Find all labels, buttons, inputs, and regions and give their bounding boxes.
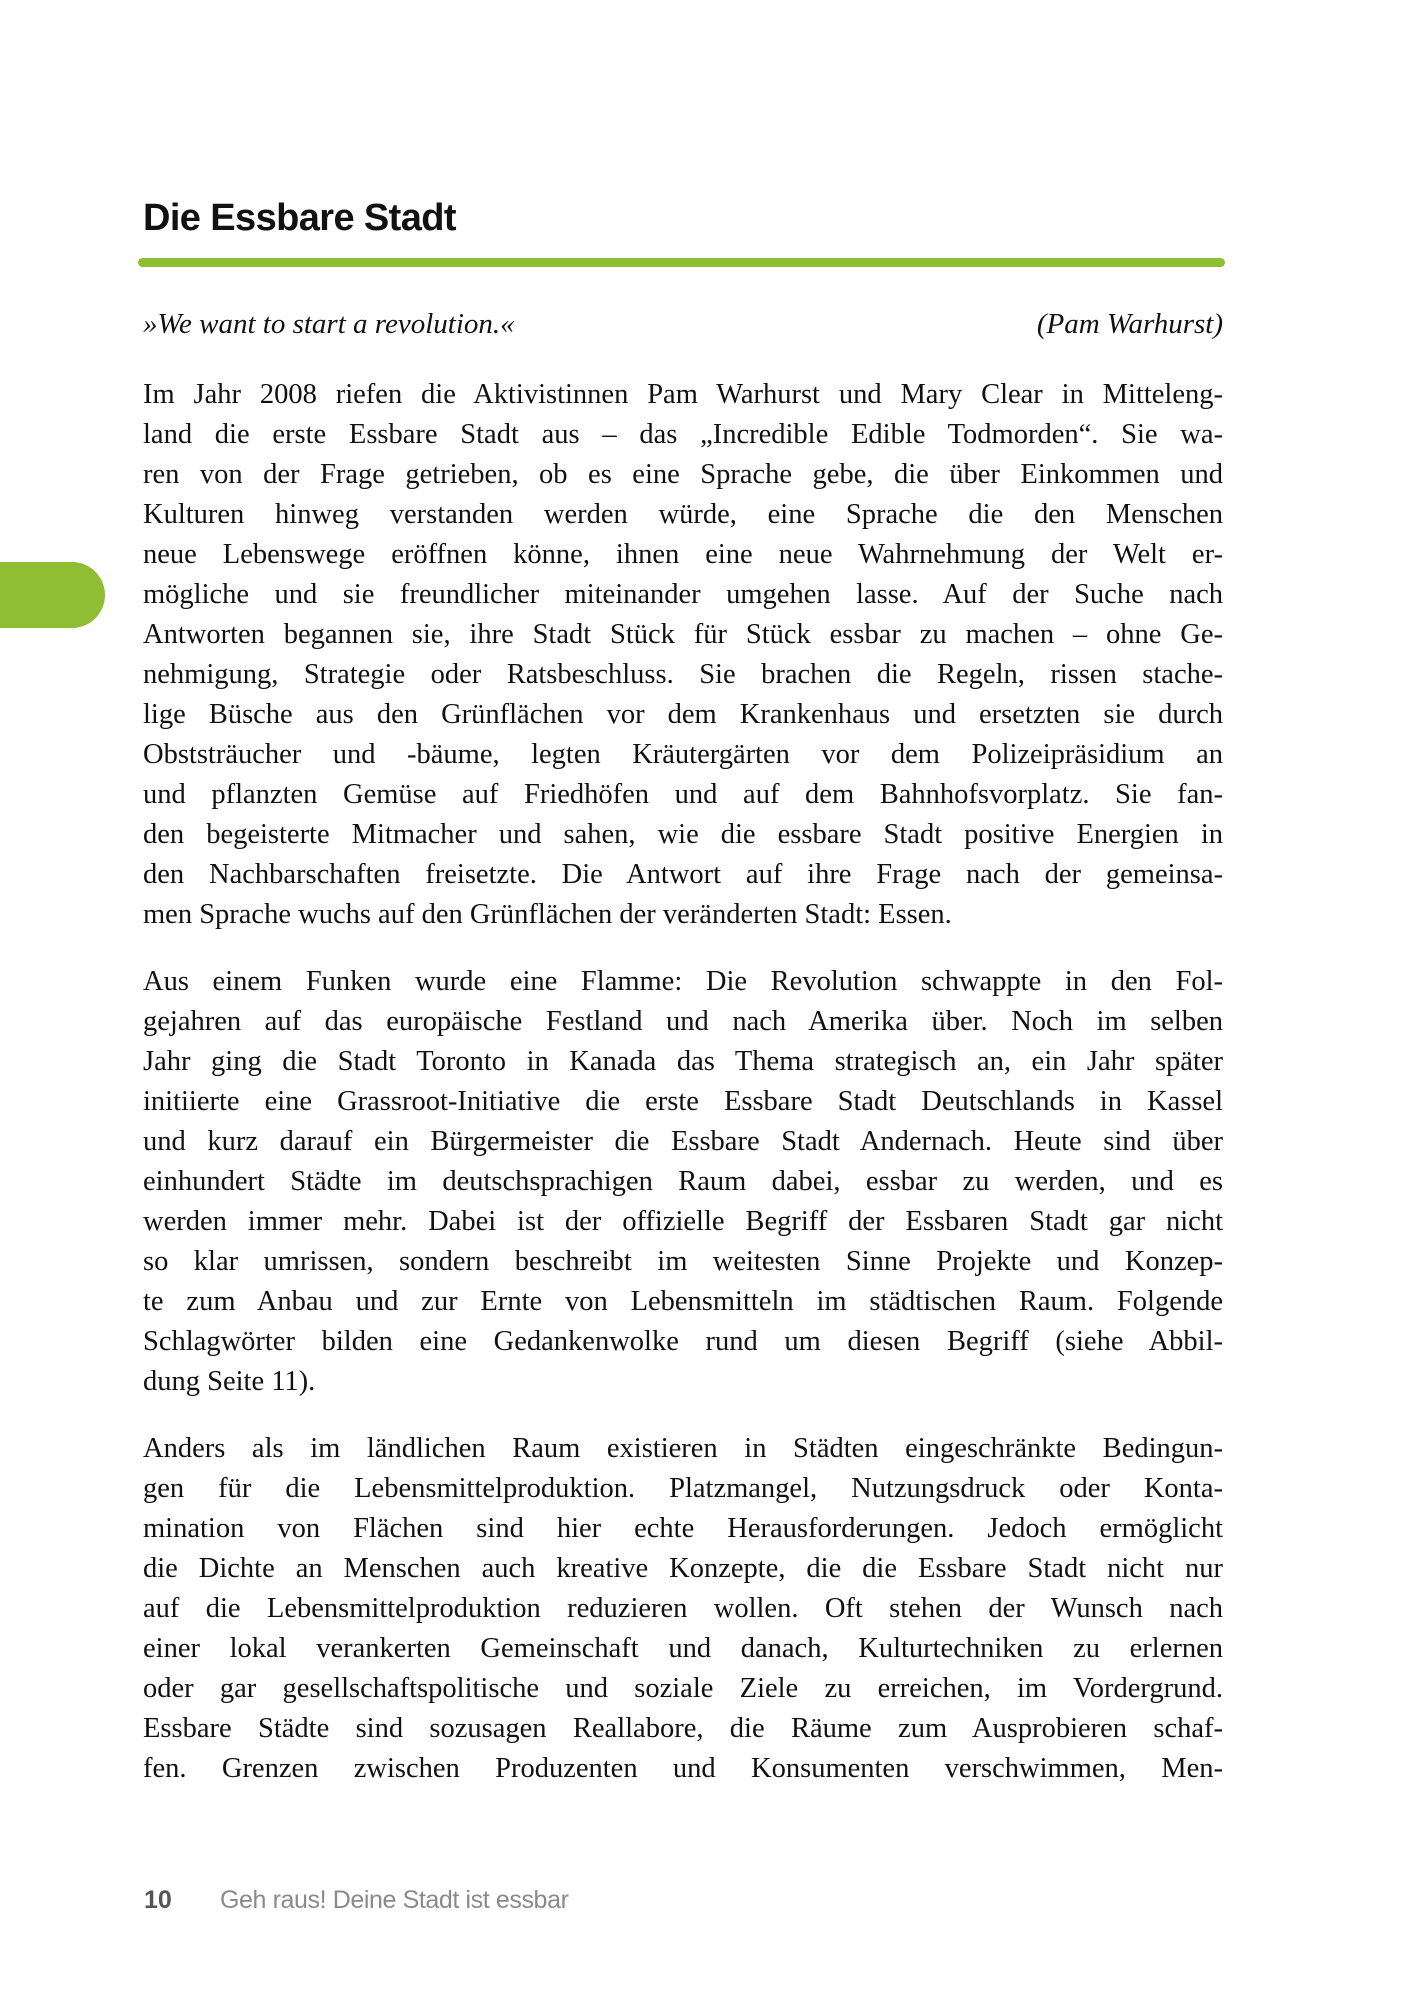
text-line: men Sprache wuchs auf den Grünflächen der veränderten Stadt: Essen. bbox=[143, 899, 952, 930]
epigraph bbox=[143, 304, 1223, 344]
text-line: dung Seite 11). bbox=[143, 1366, 316, 1397]
text-line: auf die Lebensmittelproduktion reduzieren wollen. Oft stehen der Wunsch nach bbox=[143, 1593, 1223, 1624]
epigraph-quote: »We want to start a revolution.« bbox=[143, 308, 515, 340]
page-title: Die Essbare Stadt bbox=[143, 197, 456, 239]
epigraph-author: (Pam Warhurst) bbox=[1036, 308, 1223, 340]
text-line: werden immer mehr. Dabei ist der offizielle Begriff der Essbaren Stadt gar nicht bbox=[143, 1206, 1223, 1237]
paragraph bbox=[143, 1429, 1223, 1789]
text-line: und kurz darauf ein Bürgermeister die Essbare Stadt Andernach. Heute sind über bbox=[143, 1126, 1223, 1157]
text-line: Jahr ging die Stadt Toronto in Kanada das Thema strategisch an, ein Jahr später bbox=[143, 1046, 1223, 1077]
text-line: Aus einem Funken wurde eine Flamme: Die Revolution schwappte in den Fol- bbox=[143, 966, 1223, 997]
text-line: die Dichte an Menschen auch kreative Konzepte, die die Essbare Stadt nicht nur bbox=[143, 1553, 1223, 1584]
paragraph bbox=[143, 375, 1223, 935]
page-number: 10 bbox=[144, 1886, 172, 1914]
text-line: den Nachbarschaften freisetzte. Die Antwort auf ihre Frage nach der gemeinsa- bbox=[143, 859, 1223, 890]
running-title: Geh raus! Deine Stadt ist essbar bbox=[220, 1886, 569, 1914]
text-line: mination von Flächen sind hier echte Herausforderungen. Jedoch ermöglicht bbox=[143, 1513, 1223, 1544]
text-line: nehmigung, Strategie oder Ratsbeschluss. Sie brachen die Regeln, rissen stache- bbox=[143, 659, 1223, 690]
text-line: oder gar gesellschaftspolitische und soziale Ziele zu erreichen, im Vordergrund. bbox=[143, 1673, 1223, 1704]
text-line: Im Jahr 2008 riefen die Aktivistinnen Pam Warhurst und Mary Clear in Mitteleng- bbox=[143, 379, 1223, 410]
text-line: Schlagwörter bilden eine Gedankenwolke rund um diesen Begriff (siehe Abbil- bbox=[143, 1326, 1223, 1357]
text-line: gejahren auf das europäische Festland und nach Amerika über. Noch im selben bbox=[143, 1006, 1223, 1037]
text-line: Kulturen hinweg verstanden werden würde, eine Sprache die den Menschen bbox=[143, 499, 1223, 530]
body-text bbox=[143, 375, 1223, 1816]
text-line: Anders als im ländlichen Raum existieren in Städten eingeschränkte Bedingun- bbox=[143, 1433, 1223, 1464]
text-line: so klar umrissen, sondern beschreibt im weitesten Sinne Projekte und Konzep- bbox=[143, 1246, 1223, 1277]
paragraph bbox=[143, 962, 1223, 1402]
title-underline-rule bbox=[138, 258, 1225, 267]
text-line: den begeisterte Mitmacher und sahen, wie die essbare Stadt positive Energien in bbox=[143, 819, 1223, 850]
text-line: mögliche und sie freundlicher miteinander umgehen lasse. Auf der Suche nach bbox=[143, 579, 1223, 610]
text-line: lige Büsche aus den Grünflächen vor dem Krankenhaus und ersetzten sie durch bbox=[143, 699, 1223, 730]
text-line: gen für die Lebensmittelproduktion. Platzmangel, Nutzungsdruck oder Konta- bbox=[143, 1473, 1223, 1504]
text-line: Essbare Städte sind sozusagen Reallabore, die Räume zum Ausprobieren schaf- bbox=[143, 1713, 1223, 1744]
text-line: te zum Anbau und zur Ernte von Lebensmitteln im städtischen Raum. Folgende bbox=[143, 1286, 1223, 1317]
chapter-tab-marker bbox=[0, 562, 105, 628]
text-line: fen. Grenzen zwischen Produzenten und Konsumenten verschwimmen, Men- bbox=[143, 1753, 1223, 1784]
text-line: ren von der Frage getrieben, ob es eine Sprache gebe, die über Einkommen und bbox=[143, 459, 1223, 490]
text-line: und pflanzten Gemüse auf Friedhöfen und auf dem Bahnhofsvorplatz. Sie fan- bbox=[143, 779, 1223, 810]
text-line: Antworten begannen sie, ihre Stadt Stück für Stück essbar zu machen – ohne Ge- bbox=[143, 619, 1223, 650]
text-line: einer lokal verankerten Gemeinschaft und danach, Kulturtechniken zu erlernen bbox=[143, 1633, 1223, 1664]
text-line: einhundert Städte im deutschsprachigen Raum dabei, essbar zu werden, und es bbox=[143, 1166, 1223, 1197]
text-line: Obststräucher und -bäume, legten Kräutergärten vor dem Polizeipräsidium an bbox=[143, 739, 1223, 770]
text-line: neue Lebenswege eröffnen könne, ihnen eine neue Wahrnehmung der Welt er- bbox=[143, 539, 1223, 570]
text-line: land die erste Essbare Stadt aus – das „Incredible Edible Todmorden“. Sie wa- bbox=[143, 419, 1223, 450]
text-line: initiierte eine Grassroot-Initiative die erste Essbare Stadt Deutschlands in Kassel bbox=[143, 1086, 1223, 1117]
